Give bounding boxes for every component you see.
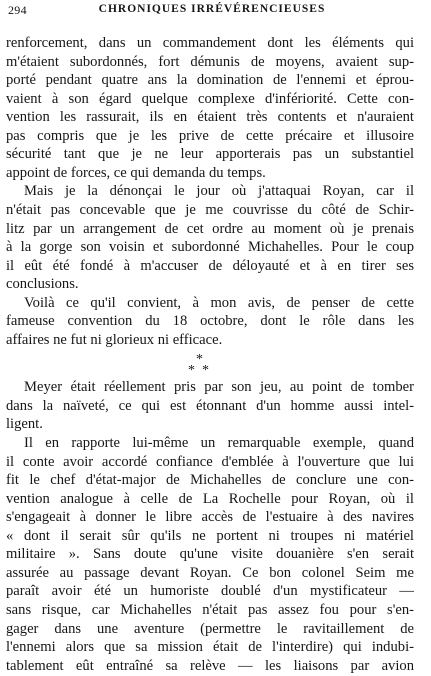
page-number: 294 xyxy=(8,3,27,17)
text-line: renforcement, dans un commandement dont les éléments qui xyxy=(6,35,414,51)
text-line: l'ennemi alors que sa mission était de l'interdire) qui indubi- xyxy=(6,639,414,656)
separator-star: * xyxy=(196,352,203,368)
text-line: m'étaient subordonnés, fort démunis de moyens, avaient sup- xyxy=(6,53,414,70)
text-line: vention les rassurait, ils en étaient très contents et n'auraient xyxy=(6,109,414,126)
text-line: n'était pas concevable que je me couvrisse du côté de Schir- xyxy=(6,201,414,218)
text-line: dans la naïveté, ce qui est étonnant d'un homme aussi intel- xyxy=(6,397,414,414)
text-line: ligent. xyxy=(6,416,43,433)
text-line: pas compris que je les prive de cette précaire et illusoire xyxy=(6,127,414,144)
text-line: militaire ». Sans doute qu'une visite douanière s'en serait xyxy=(6,546,414,563)
text-line: Meyer était réellement pris par son jeu, au point de tomber xyxy=(24,379,414,396)
text-line: vention analogue à celle de La Rochelle pour Royan, où il xyxy=(6,490,414,507)
text-line: il eût été fondé à m'accuser de déloyauté et à en tirer ses xyxy=(6,257,414,274)
text-line: fameuse convention du 18 octobre, dont le rôle dans les xyxy=(6,313,414,330)
text-line: à la gorge son voisin et subordonné Michahelles. Pour le coup xyxy=(6,239,414,256)
separator-star: * xyxy=(202,363,209,379)
text-line: porté pendant quatre ans la domination de l'ennemi et éprou- xyxy=(6,72,414,89)
text-line: assurée au passage devant Royan. Ce bon colonel Seim me xyxy=(6,564,414,581)
text-line: vaient à son égard quelque complexe d'infériorité. Cette con- xyxy=(6,90,414,107)
text-line: conclusions. xyxy=(6,276,79,293)
text-line: fit le chef d'état-major de Michahelles de conclure une con- xyxy=(6,472,414,489)
text-line: s'engageait à donner le libre accès de l'estuaire à des navires xyxy=(6,509,414,526)
text-line: tablement eût entraîné sa relève — les liaisons par avion xyxy=(6,657,414,674)
separator-star: * xyxy=(188,363,195,379)
text-line: affaires ne fut ni glorieux ni efficace. xyxy=(6,331,223,348)
text-line: Voilà ce qu'il convient, à mon avis, de penser de cette xyxy=(24,294,414,311)
page-header xyxy=(8,1,416,21)
text-line: Il en rapporte lui-même un remarquable exemple, quand xyxy=(24,435,414,451)
text-line: litz par un arrangement de cet ordre au moment où je prenais xyxy=(6,220,414,237)
text-line: appoint de forces, ce qui demanda du temps. xyxy=(6,164,266,181)
text-line: gager dans une aventure (permettre le ravitaillement de xyxy=(6,620,414,637)
text-line: il conte avoir accordé confiance d'emblée à l'ouverture que lui xyxy=(6,453,414,470)
running-title: CHRONIQUES IRRÉVÉRENCIEUSES xyxy=(98,3,326,15)
text-line: sans risque, car Michahelles n'était pas assez fou pour s'en- xyxy=(6,601,414,618)
text-line: « dont il serait sûr qu'ils ne portent ni troupes ni matériel xyxy=(6,527,414,544)
text-line: paraît avoir été un humoriste doublé d'un mystificateur — xyxy=(6,583,414,600)
text-line: sécurité tant que je ne leur apporterais pas un substantiel xyxy=(6,146,414,163)
text-line: Mais je la dénonçai le jour où j'attaquai Royan, car il xyxy=(24,183,414,200)
